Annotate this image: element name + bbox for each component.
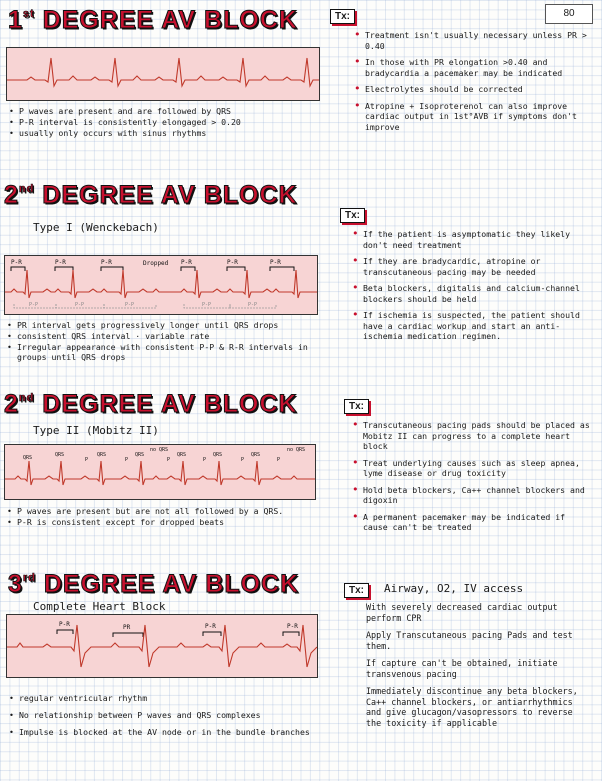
ecg-label: no QRS: [150, 447, 169, 453]
list-item: • Atropine + Isoproterenol can also improve cardiac output in 1st°AVB if symptoms don't improve: [352, 101, 588, 133]
title-suffix: nd: [18, 392, 35, 404]
section-4-treatment-list: [366, 602, 592, 735]
ecg-label: P: [241, 457, 245, 463]
list-item: • Treat underlying causes such as sleep apnea, lyme disease or drug toxicity: [350, 458, 590, 479]
title-number: 2: [4, 390, 19, 418]
ecg-label: P: [85, 457, 89, 463]
list-item: • Treatment isn't usually necessary unless PR > 0.40: [352, 30, 588, 51]
ecg-strip-first-degree: [6, 47, 320, 101]
ecg-label: P-R: [55, 259, 66, 266]
section-1-bullets: [8, 106, 328, 139]
list-item: If capture can't be obtained, initiate transvenous pacing: [366, 658, 558, 679]
list-item: Apply Transcutaneous pacing Pads and test them.: [366, 630, 573, 651]
ecg-label: P: [125, 457, 129, 463]
section-2-subtitle: Type I (Wenckebach): [33, 221, 159, 234]
ecg-label: PR: [123, 624, 131, 631]
title-number: 2: [4, 181, 19, 209]
list-item: • If they are bradycardic, atropine or transcutaneous pacing may be needed: [350, 256, 588, 277]
ecg-label: P: [167, 457, 171, 463]
section-4-title: [8, 570, 299, 599]
list-item: • P waves are present and are followed by QRS: [8, 106, 328, 116]
list-item: • No relationship between P waves and QRS complexes: [8, 710, 320, 720]
title-suffix: rd: [22, 572, 36, 584]
list-item: • A permanent pacemaker may be indicated if cause can't be treated: [350, 512, 590, 533]
title-text: DEGREE AV BLOCK: [35, 570, 300, 598]
section-3-title: [4, 390, 298, 419]
ecg-label: P-R: [181, 259, 192, 266]
ecg-strip-mobitz-ii: [4, 444, 316, 500]
list-item: • P-R is consistent except for dropped beats: [6, 517, 326, 527]
title-suffix: nd: [18, 183, 35, 195]
title-text: DEGREE AV BLOCK: [34, 390, 298, 418]
list-item: • Impulse is blocked at the AV node or in the bundle branches: [8, 727, 320, 737]
ecg-label: QRS: [251, 452, 261, 458]
ecg-label: P-R: [270, 259, 281, 266]
section-1-treatment-list: [352, 30, 588, 138]
ecg-label: P-R: [205, 623, 216, 630]
title-text: DEGREE AV BLOCK: [34, 181, 298, 209]
title-suffix: st: [22, 8, 35, 20]
ecg-label: QRS: [23, 455, 33, 461]
tx-first-line: Airway, O2, IV access: [384, 582, 524, 595]
list-item: • Transcutaneous pacing pads should be placed as Mobitz II can progress to a complete heart block: [350, 420, 590, 452]
ecg-pp-label: P-P: [29, 302, 39, 308]
ecg-pp-label: P-P: [202, 302, 212, 308]
ecg-label: QRS: [97, 452, 107, 458]
list-item: • If the patient is asymptomatic they likely don't need treatment: [350, 229, 588, 250]
ecg-label: QRS: [213, 452, 223, 458]
title-number: 1: [8, 6, 23, 34]
title-number: 3: [8, 570, 23, 598]
ecg-label: P-R: [101, 259, 112, 266]
section-1-tx-label: Tx:: [330, 9, 355, 24]
section-3-subtitle: Type II (Mobitz II): [33, 424, 159, 437]
list-item: • Irregular appearance with consistent P-P & R-R intervals in groups until QRS drops: [6, 342, 328, 362]
section-3-bullets: [6, 506, 326, 528]
list-item: • Electrolytes should be corrected: [352, 84, 588, 95]
list-item: • consistent QRS interval · variable rate: [6, 331, 328, 341]
section-2-treatment-list: [350, 229, 588, 348]
ecg-label: QRS: [177, 452, 187, 458]
list-item: Immediately discontinue any beta blockers, Ca++ channel blockers, or antiarrhythmics and give glucagon/vasopressors to reverse the toxicity if applicable: [366, 686, 578, 728]
ecg-strip-wenckebach: [4, 255, 318, 315]
section-1-title: [8, 6, 298, 35]
list-item: • regular ventricular rhythm: [8, 693, 320, 703]
section-2-title: [4, 181, 298, 210]
ecg-pp-label: P-P: [75, 302, 85, 308]
ecg-pp-label: P-P: [125, 302, 135, 308]
list-item: • In those with PR elongation >0.40 and bradycardia a pacemaker may be indicated: [352, 57, 588, 78]
section-2-bullets: [6, 320, 328, 363]
section-3-tx-label: Tx:: [344, 399, 369, 414]
section-3-treatment-list: [350, 420, 590, 539]
ecg-label: P-R: [59, 621, 70, 628]
list-item: • usually only occurs with sinus rhythms: [8, 128, 328, 138]
list-item: • Hold beta blockers, Ca++ channel blockers and digoxin: [350, 485, 590, 506]
ecg-strip-complete-heart-block: [6, 614, 318, 678]
ecg-pp-label: P-P: [248, 302, 258, 308]
ecg-label: P: [277, 457, 281, 463]
ecg-label: Dropped: [143, 260, 169, 267]
section-4-tx-label: Tx:: [344, 583, 369, 598]
ecg-label: QRS: [55, 452, 65, 458]
list-item: With severely decreased cardiac output perform CPR: [366, 602, 558, 623]
ecg-label: P-R: [11, 259, 22, 266]
title-text: DEGREE AV BLOCK: [34, 6, 298, 34]
ecg-label: P-R: [287, 623, 298, 630]
ecg-label: P-R: [227, 259, 238, 266]
section-2-tx-label: Tx:: [340, 208, 365, 223]
page-number: 80: [545, 4, 593, 24]
list-item: • Beta blockers, digitalis and calcium-channel blockers should be held: [350, 283, 588, 304]
list-item: • If ischemia is suspected, the patient should have a cardiac workup and start an anti-ischemia medication regimen.: [350, 310, 588, 342]
list-item: • P waves are present but are not all followed by a QRS.: [6, 506, 326, 516]
ecg-label: P: [203, 457, 207, 463]
section-4-subtitle: Complete Heart Block: [33, 600, 166, 613]
ecg-label: QRS: [135, 452, 145, 458]
section-4-bullets: [8, 693, 320, 738]
list-item: • PR interval gets progressively longer until QRS drops: [6, 320, 328, 330]
list-item: • P-R interval is consistently elongaged > 0.20: [8, 117, 328, 127]
ecg-label: no QRS: [287, 447, 306, 453]
